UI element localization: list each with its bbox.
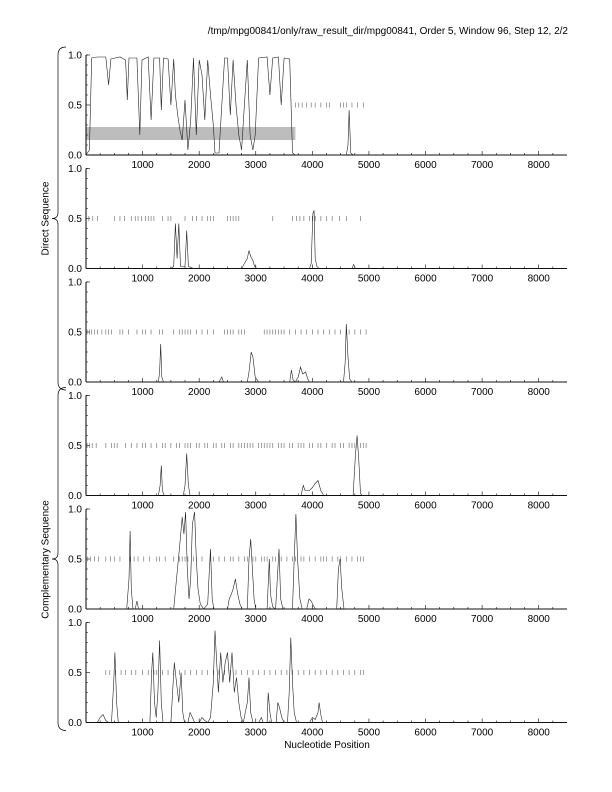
- figure-title: /tmp/mpg00841/only/raw_result_dir/mpg00841, Order 5, Window 96, Step 12, 2/2: [207, 26, 568, 37]
- y-tick-label: 1.0: [68, 164, 82, 175]
- x-tick-label: 5000: [357, 614, 381, 625]
- x-tick-label: 4000: [301, 160, 324, 171]
- x-tick-label: 6000: [414, 727, 437, 739]
- x-tick-label: 7000: [470, 500, 494, 512]
- y-tick-label: 1.0: [68, 50, 82, 62]
- x-tick-label: 3000: [244, 273, 267, 285]
- y-tick-label: 0.5: [68, 441, 82, 452]
- x-tick-label: 4000: [301, 387, 324, 398]
- x-tick-label: 5000: [357, 387, 381, 398]
- x-tick-label: 7000: [470, 387, 494, 398]
- x-tick-label: 2000: [188, 500, 211, 512]
- y-tick-label: 0.0: [68, 150, 82, 162]
- x-tick-label: 4000: [301, 614, 324, 625]
- x-tick-label: 6000: [414, 273, 437, 285]
- x-tick-label: 6000: [414, 614, 437, 625]
- y-tick-label: 0.0: [68, 718, 82, 729]
- x-tick-label: 1000: [131, 727, 154, 739]
- x-tick-label: 6000: [414, 387, 437, 398]
- x-tick-label: 1000: [131, 387, 154, 398]
- x-tick-label: 3000: [244, 160, 267, 171]
- x-tick-label: 7000: [470, 727, 494, 739]
- group-label-complementary-sequence: Complementary Sequence: [40, 499, 52, 619]
- direct-sequence-brace: [52, 47, 66, 390]
- x-tick-label: 3000: [244, 500, 267, 512]
- x-axis-label: Nucleotide Position: [284, 740, 370, 751]
- shaded-region: [86, 127, 295, 140]
- x-tick-label: 3000: [244, 387, 267, 398]
- y-tick-label: 0.0: [68, 377, 82, 389]
- y-tick-label: 1.0: [68, 618, 82, 629]
- x-tick-label: 8000: [527, 500, 550, 512]
- profile-line: [86, 631, 567, 723]
- x-tick-label: 3000: [244, 727, 267, 739]
- x-tick-label: 8000: [527, 160, 550, 171]
- x-tick-label: 6000: [414, 500, 437, 512]
- x-tick-label: 6000: [414, 160, 437, 171]
- y-tick-label: 1.0: [68, 504, 82, 516]
- profile-line: [86, 324, 567, 382]
- x-tick-label: 8000: [527, 387, 550, 398]
- y-tick-label: 0.5: [68, 554, 82, 566]
- x-tick-label: 8000: [527, 727, 550, 739]
- y-tick-label: 0.0: [68, 491, 82, 502]
- y-tick-label: 0.5: [68, 327, 82, 339]
- x-tick-label: 4000: [301, 273, 324, 285]
- x-tick-label: 1000: [131, 500, 154, 512]
- y-tick-label: 0.5: [68, 668, 82, 679]
- x-tick-label: 2000: [188, 387, 211, 398]
- x-tick-label: 2000: [188, 273, 211, 285]
- x-tick-label: 2000: [188, 614, 211, 625]
- y-tick-label: 0.5: [68, 214, 82, 225]
- y-tick-label: 0.0: [68, 264, 82, 275]
- x-tick-label: 3000: [244, 614, 267, 625]
- x-tick-label: 5000: [357, 500, 381, 512]
- y-tick-label: 0.0: [68, 604, 82, 616]
- x-tick-label: 8000: [527, 273, 550, 285]
- x-tick-label: 2000: [188, 160, 211, 171]
- y-tick-label: 0.5: [68, 100, 82, 112]
- x-tick-label: 5000: [357, 160, 381, 171]
- x-tick-label: 7000: [470, 614, 494, 625]
- x-tick-label: 1000: [131, 273, 154, 285]
- x-tick-label: 4000: [301, 500, 324, 512]
- y-tick-label: 1.0: [68, 391, 82, 402]
- x-tick-label: 5000: [357, 727, 381, 739]
- x-tick-label: 2000: [188, 727, 211, 739]
- x-tick-label: 7000: [470, 273, 494, 285]
- y-tick-label: 1.0: [68, 277, 82, 289]
- x-tick-label: 7000: [470, 160, 494, 171]
- x-tick-label: 1000: [131, 614, 154, 625]
- x-tick-label: 5000: [357, 273, 381, 285]
- x-tick-label: 8000: [527, 614, 550, 625]
- complementary-sequence-brace: [52, 388, 66, 731]
- x-tick-label: 4000: [301, 727, 324, 739]
- x-tick-label: 1000: [131, 160, 154, 171]
- group-label-direct-sequence: Direct Sequence: [40, 181, 52, 256]
